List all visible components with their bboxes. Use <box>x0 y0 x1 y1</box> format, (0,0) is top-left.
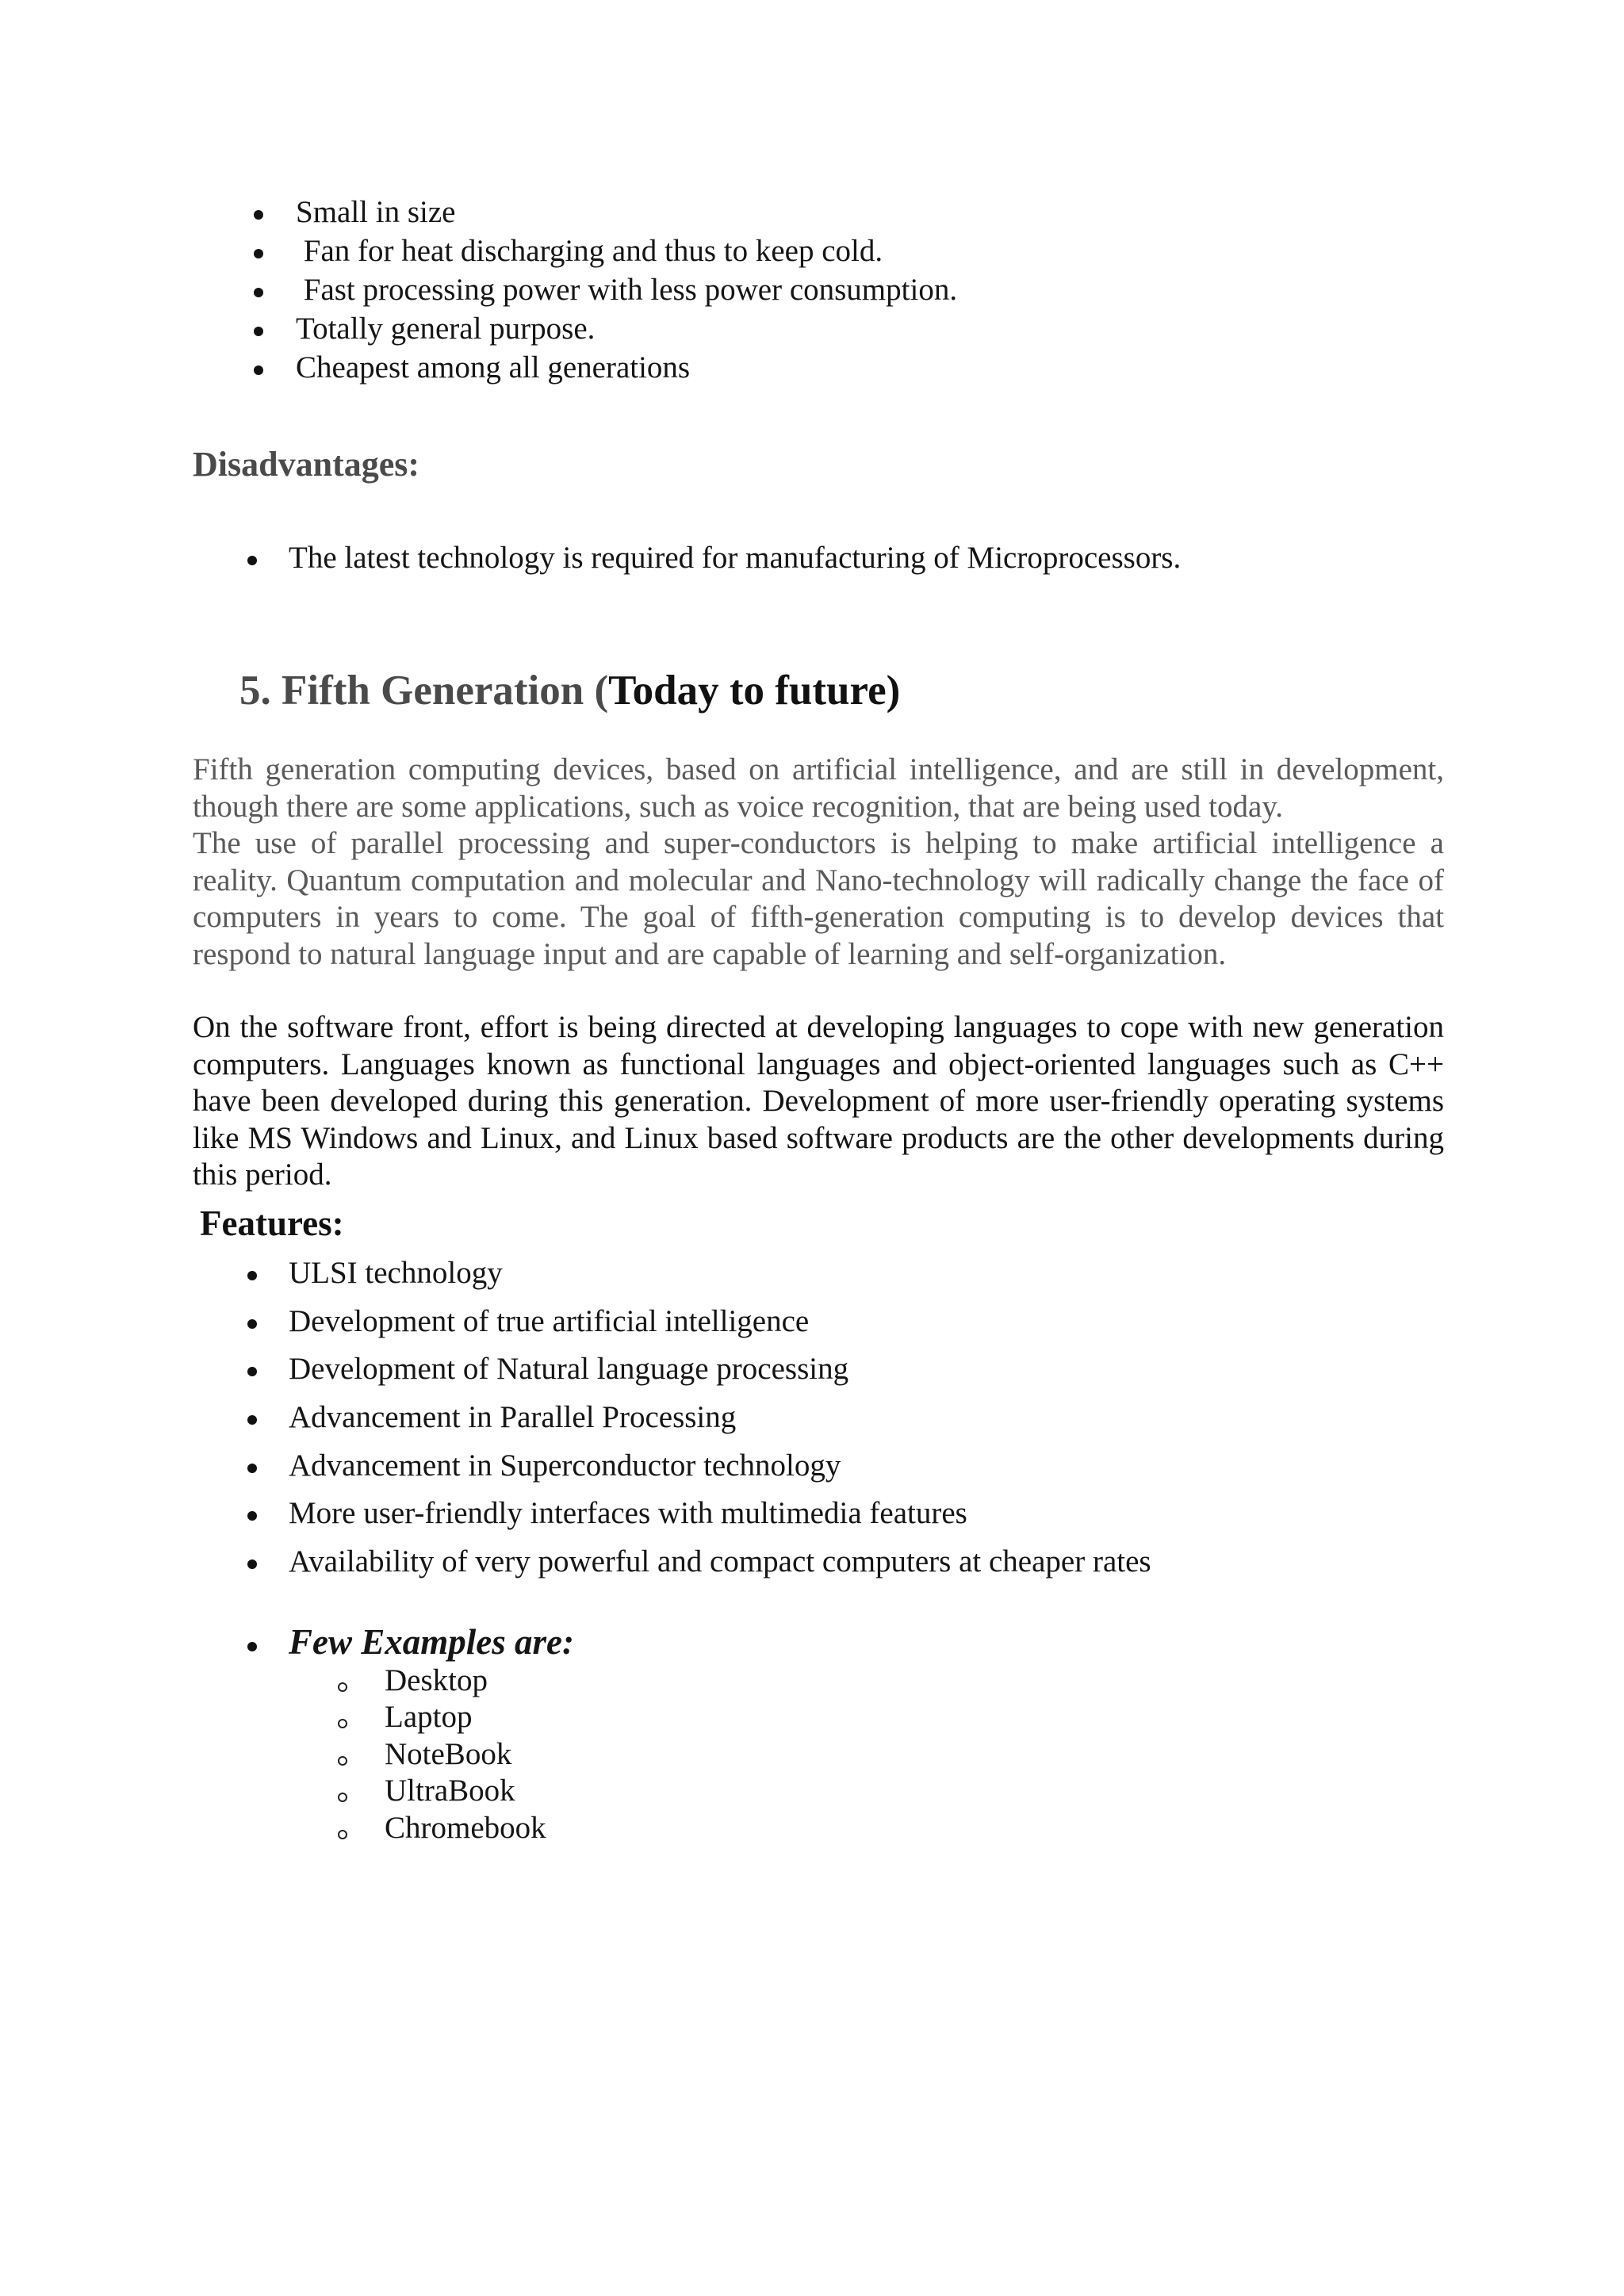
bullet-icon <box>254 210 263 220</box>
list-item: Fast processing power with less power consumption. <box>296 273 958 307</box>
paragraph: Fifth generation computing devices, based on artificial intelligence, and are still in development, though there are some applications, such as voice recognition, that are being used today. <box>193 752 1444 824</box>
section-heading <box>239 663 900 718</box>
list-item: Development of true artificial intelligence <box>289 1304 810 1338</box>
list-item: Laptop <box>385 1700 473 1734</box>
bullet-icon <box>247 556 257 565</box>
bullet-icon <box>247 1319 257 1329</box>
sub-bullet-icon <box>338 1682 347 1692</box>
bullet-icon <box>247 1464 257 1473</box>
disadvantages-heading: Disadvantages: <box>193 445 420 484</box>
list-item: ULSI technology <box>289 1256 503 1290</box>
sub-bullet-icon <box>338 1756 347 1766</box>
list-item: NoteBook <box>385 1737 512 1771</box>
list-item: Desktop <box>385 1663 488 1697</box>
bullet-icon <box>247 1271 257 1280</box>
sub-bullet-icon <box>338 1830 347 1839</box>
bullet-icon <box>247 1367 257 1376</box>
bullet-icon <box>247 1642 257 1651</box>
list-item: Availability of very powerful and compact computers at cheaper rates <box>289 1544 1151 1578</box>
heading-part: 5. Fifth Generation ( <box>239 668 609 714</box>
list-item: Chromebook <box>385 1811 546 1845</box>
sub-bullet-icon <box>338 1793 347 1802</box>
bullet-icon <box>254 327 263 336</box>
bullet-icon <box>247 1415 257 1425</box>
examples-heading: Few Examples are: <box>289 1622 574 1662</box>
list-item: More user-friendly interfaces with multimedia features <box>289 1496 967 1530</box>
list-item: Fan for heat discharging and thus to keep cold. <box>296 234 883 268</box>
bullet-icon <box>254 288 263 297</box>
list-item: Small in size <box>296 195 456 229</box>
heading-part: Today to future) <box>608 668 901 714</box>
sub-bullet-icon <box>338 1719 347 1728</box>
bullet-icon <box>247 1511 257 1521</box>
features-heading: Features: <box>200 1203 344 1243</box>
bullet-icon <box>254 249 263 258</box>
paragraph: On the software front, effort is being directed at developing languages to cope with new generation computers. Languages known as functional languages and object-oriented languages such as C++ have been developed during this generation. Development of more user-friendly operating systems like MS Windows and Linux, and Linux based software products are the other developments during this period. <box>193 1010 1444 1192</box>
list-item: Advancement in Parallel Processing <box>289 1400 737 1434</box>
list-item: The latest technology is required for manufacturing of Microprocessors. <box>289 541 1182 575</box>
list-item: Cheapest among all generations <box>296 350 691 385</box>
bullet-icon <box>247 1559 257 1569</box>
paragraph: The use of parallel processing and super-conductors is helping to make artificial intelligence a reality. Quantum computation and molecular and Nano-technology will radically change the face of computers in years to come. The goal of fifth-generation computing is to develop devices that respond to natural language input and are capable of learning and self-organization. <box>193 826 1444 971</box>
list-item: Totally general purpose. <box>296 312 596 346</box>
bullet-icon <box>254 365 263 375</box>
list-item: Advancement in Superconductor technology <box>289 1448 841 1483</box>
list-item: Development of Natural language processing <box>289 1352 849 1386</box>
list-item: UltraBook <box>385 1774 515 1808</box>
